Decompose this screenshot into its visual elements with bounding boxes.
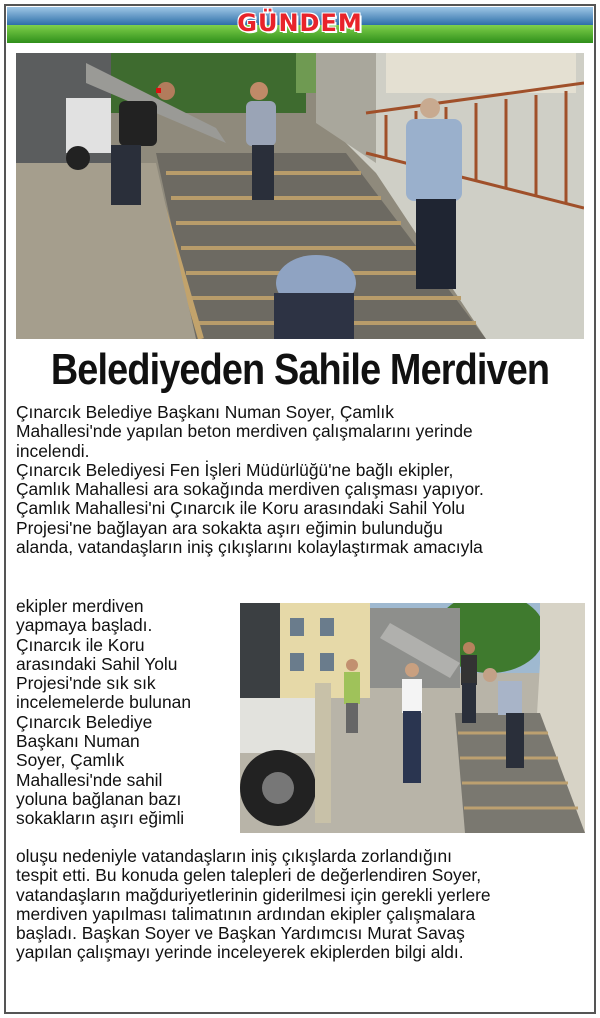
article-line: Başkanı Numan: [16, 731, 140, 752]
section-header: [7, 7, 593, 43]
article-line: Çamlık Mahallesi ara sokağında merdiven çalışması yapıyor.: [16, 479, 484, 500]
article-line: Soyer, Çamlık: [16, 750, 125, 771]
article-line: oluşu nedeniyle vatandaşların iniş çıkışlarda zorlandığını: [16, 846, 452, 866]
article-line: Çınarcık Belediye: [16, 711, 153, 732]
article-line: yoluna bağlanan bazı: [16, 788, 182, 809]
section-label: GÜNDEM: [237, 9, 363, 37]
inspection-at-stair-construction-photo: [240, 603, 585, 833]
article-line: Çamlık Mahallesi'ni Çınarcık ile Koru arasındaki Sahil Yolu: [16, 498, 465, 519]
article-line: incelemelerde bulunan: [16, 692, 191, 713]
article-text-narrow: [16, 597, 236, 829]
article-line: ekipler merdiven: [16, 596, 144, 616]
article-line: Projesi'ne bağlayan ara sokakta aşırı eğimin bulunduğu: [16, 517, 443, 538]
article-text-top: [16, 403, 586, 557]
article-line: başladı. Başkan Soyer ve Başkan Yardımcısı Murat Savaş: [16, 923, 465, 944]
article-line: yapmaya başladı.: [16, 615, 153, 636]
article-line: sokakların aşırı eğimli: [16, 808, 185, 829]
article-line: Mahallesi'nde yapılan beton merdiven çalışmalarını yerinde: [16, 421, 473, 442]
article-line: Mahallesi'nde sahil: [16, 769, 163, 790]
article-line: merdiven yapılması talimatının ardından ekipler çalışmalara: [16, 903, 476, 924]
article-line: Çınarcık ile Koru: [16, 634, 145, 655]
article-line: Projesi'nde sık sık: [16, 673, 156, 694]
article-line: vatandaşların mağduriyetlerinin giderilmesi için gerekli yerlere: [16, 884, 491, 905]
article-line: tespit etti. Bu konuda gelen talepleri de değerlendiren Soyer,: [16, 865, 482, 886]
article-line: Çınarcık Belediye Başkanı Numan Soyer, Çamlık: [16, 402, 394, 422]
article-line: yapılan çalışmayı yerinde inceleyerek ekiplerden bilgi aldı.: [16, 942, 464, 963]
article-line: incelendi.: [16, 440, 90, 461]
article-line: arasındaki Sahil Yolu: [16, 653, 178, 674]
workers-pouring-concrete-stairs-photo: [16, 53, 584, 339]
article-line: alanda, vatandaşların iniş çıkışlarını kolaylaştırmak amacıyla: [16, 537, 483, 558]
headline: Belediyeden Sahile Merdiven: [50, 345, 550, 394]
article-line: Çınarcık Belediyesi Fen İşleri Müdürlüğü'ne bağlı ekipler,: [16, 459, 454, 480]
article-text-bottom: [16, 847, 586, 963]
